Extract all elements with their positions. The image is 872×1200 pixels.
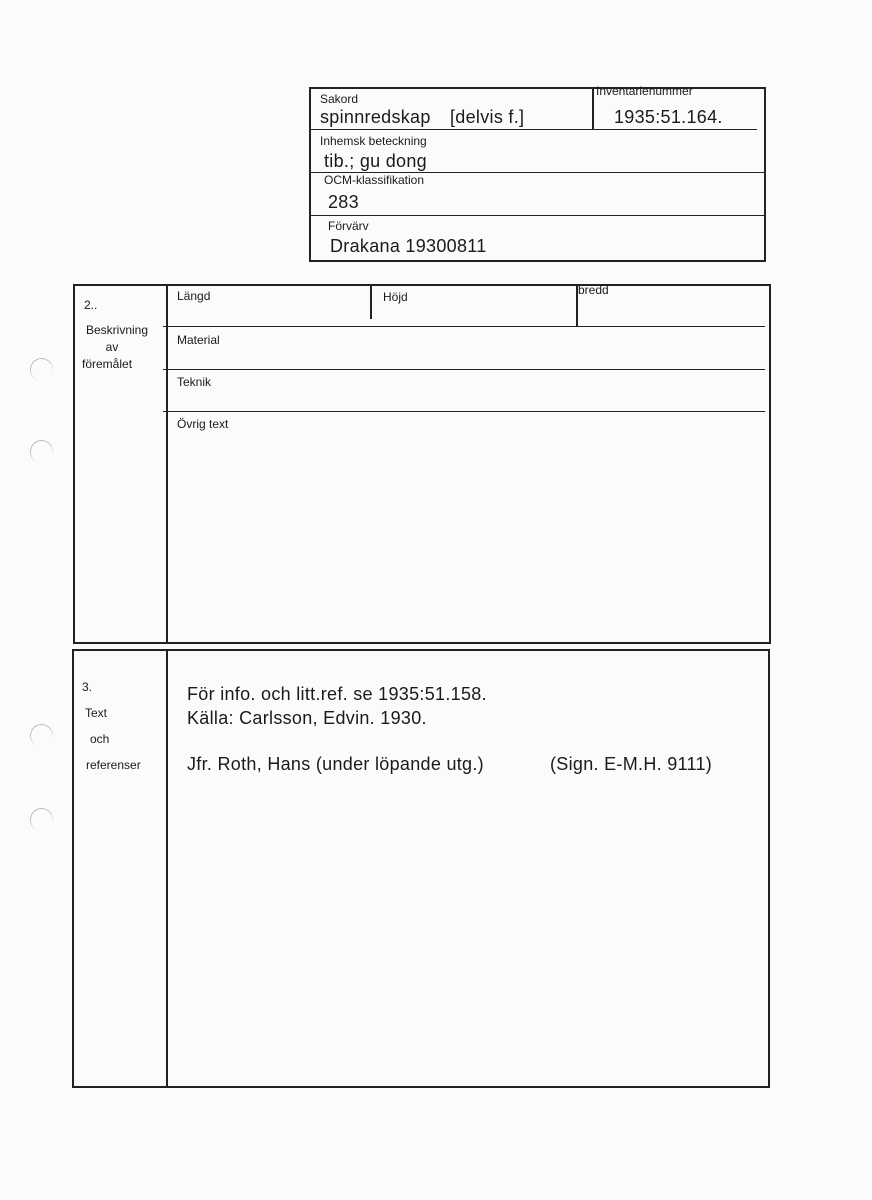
langd-label: Längd: [177, 289, 211, 303]
binder-hole: [27, 805, 56, 834]
section-title-line: av: [105, 340, 119, 354]
forvarv-value: Drakana 19300811: [330, 236, 487, 256]
ovrig-text-label: Övrig text: [177, 417, 229, 431]
section-title-line: och: [90, 732, 110, 746]
sakord-label: Sakord: [320, 92, 359, 106]
section-title-line: referenser: [86, 758, 141, 772]
section-title-line: Beskrivning: [85, 323, 149, 337]
reference-line: För info. och litt.ref. se 1935:51.158.: [187, 684, 487, 704]
divider: [309, 215, 766, 216]
forvarv-label: Förvärv: [328, 219, 369, 233]
divider: [166, 284, 168, 644]
ocm-value: 283: [328, 192, 359, 212]
bredd-label: bredd: [578, 283, 609, 297]
signature: (Sign. E-M.H. 9111): [550, 754, 713, 774]
divider: [370, 284, 372, 319]
inventarienummer-label: Inventarienummer: [596, 84, 693, 98]
binder-hole: [27, 437, 56, 466]
divider: [163, 326, 765, 327]
divider: [166, 649, 168, 1088]
inhemsk-beteckning-label: Inhemsk beteckning: [320, 134, 427, 148]
section-title-line: Text: [85, 706, 108, 720]
divider: [309, 129, 757, 130]
ocm-label: OCM-klassifikation: [324, 173, 425, 187]
teknik-label: Teknik: [177, 375, 212, 389]
divider: [592, 87, 594, 129]
hojd-label: Höjd: [383, 290, 408, 304]
section-number: 2..: [84, 298, 98, 312]
section-number: 3.: [82, 680, 93, 694]
material-label: Material: [177, 333, 220, 347]
comparison-line: Jfr. Roth, Hans (under löpande utg.): [187, 754, 484, 774]
inventarienummer-value: 1935:51.164.: [614, 107, 723, 127]
section-title-line: föremålet: [82, 357, 133, 371]
binder-hole: [27, 355, 56, 384]
sakord-note: [delvis f.]: [450, 107, 525, 127]
sakord-value: spinnredskap: [320, 107, 431, 127]
inhemsk-beteckning-value: tib.; gu dong: [324, 151, 427, 171]
source-line: Källa: Carlsson, Edvin. 1930.: [187, 708, 427, 728]
divider: [163, 411, 765, 412]
divider: [163, 369, 765, 370]
binder-hole: [27, 721, 56, 750]
